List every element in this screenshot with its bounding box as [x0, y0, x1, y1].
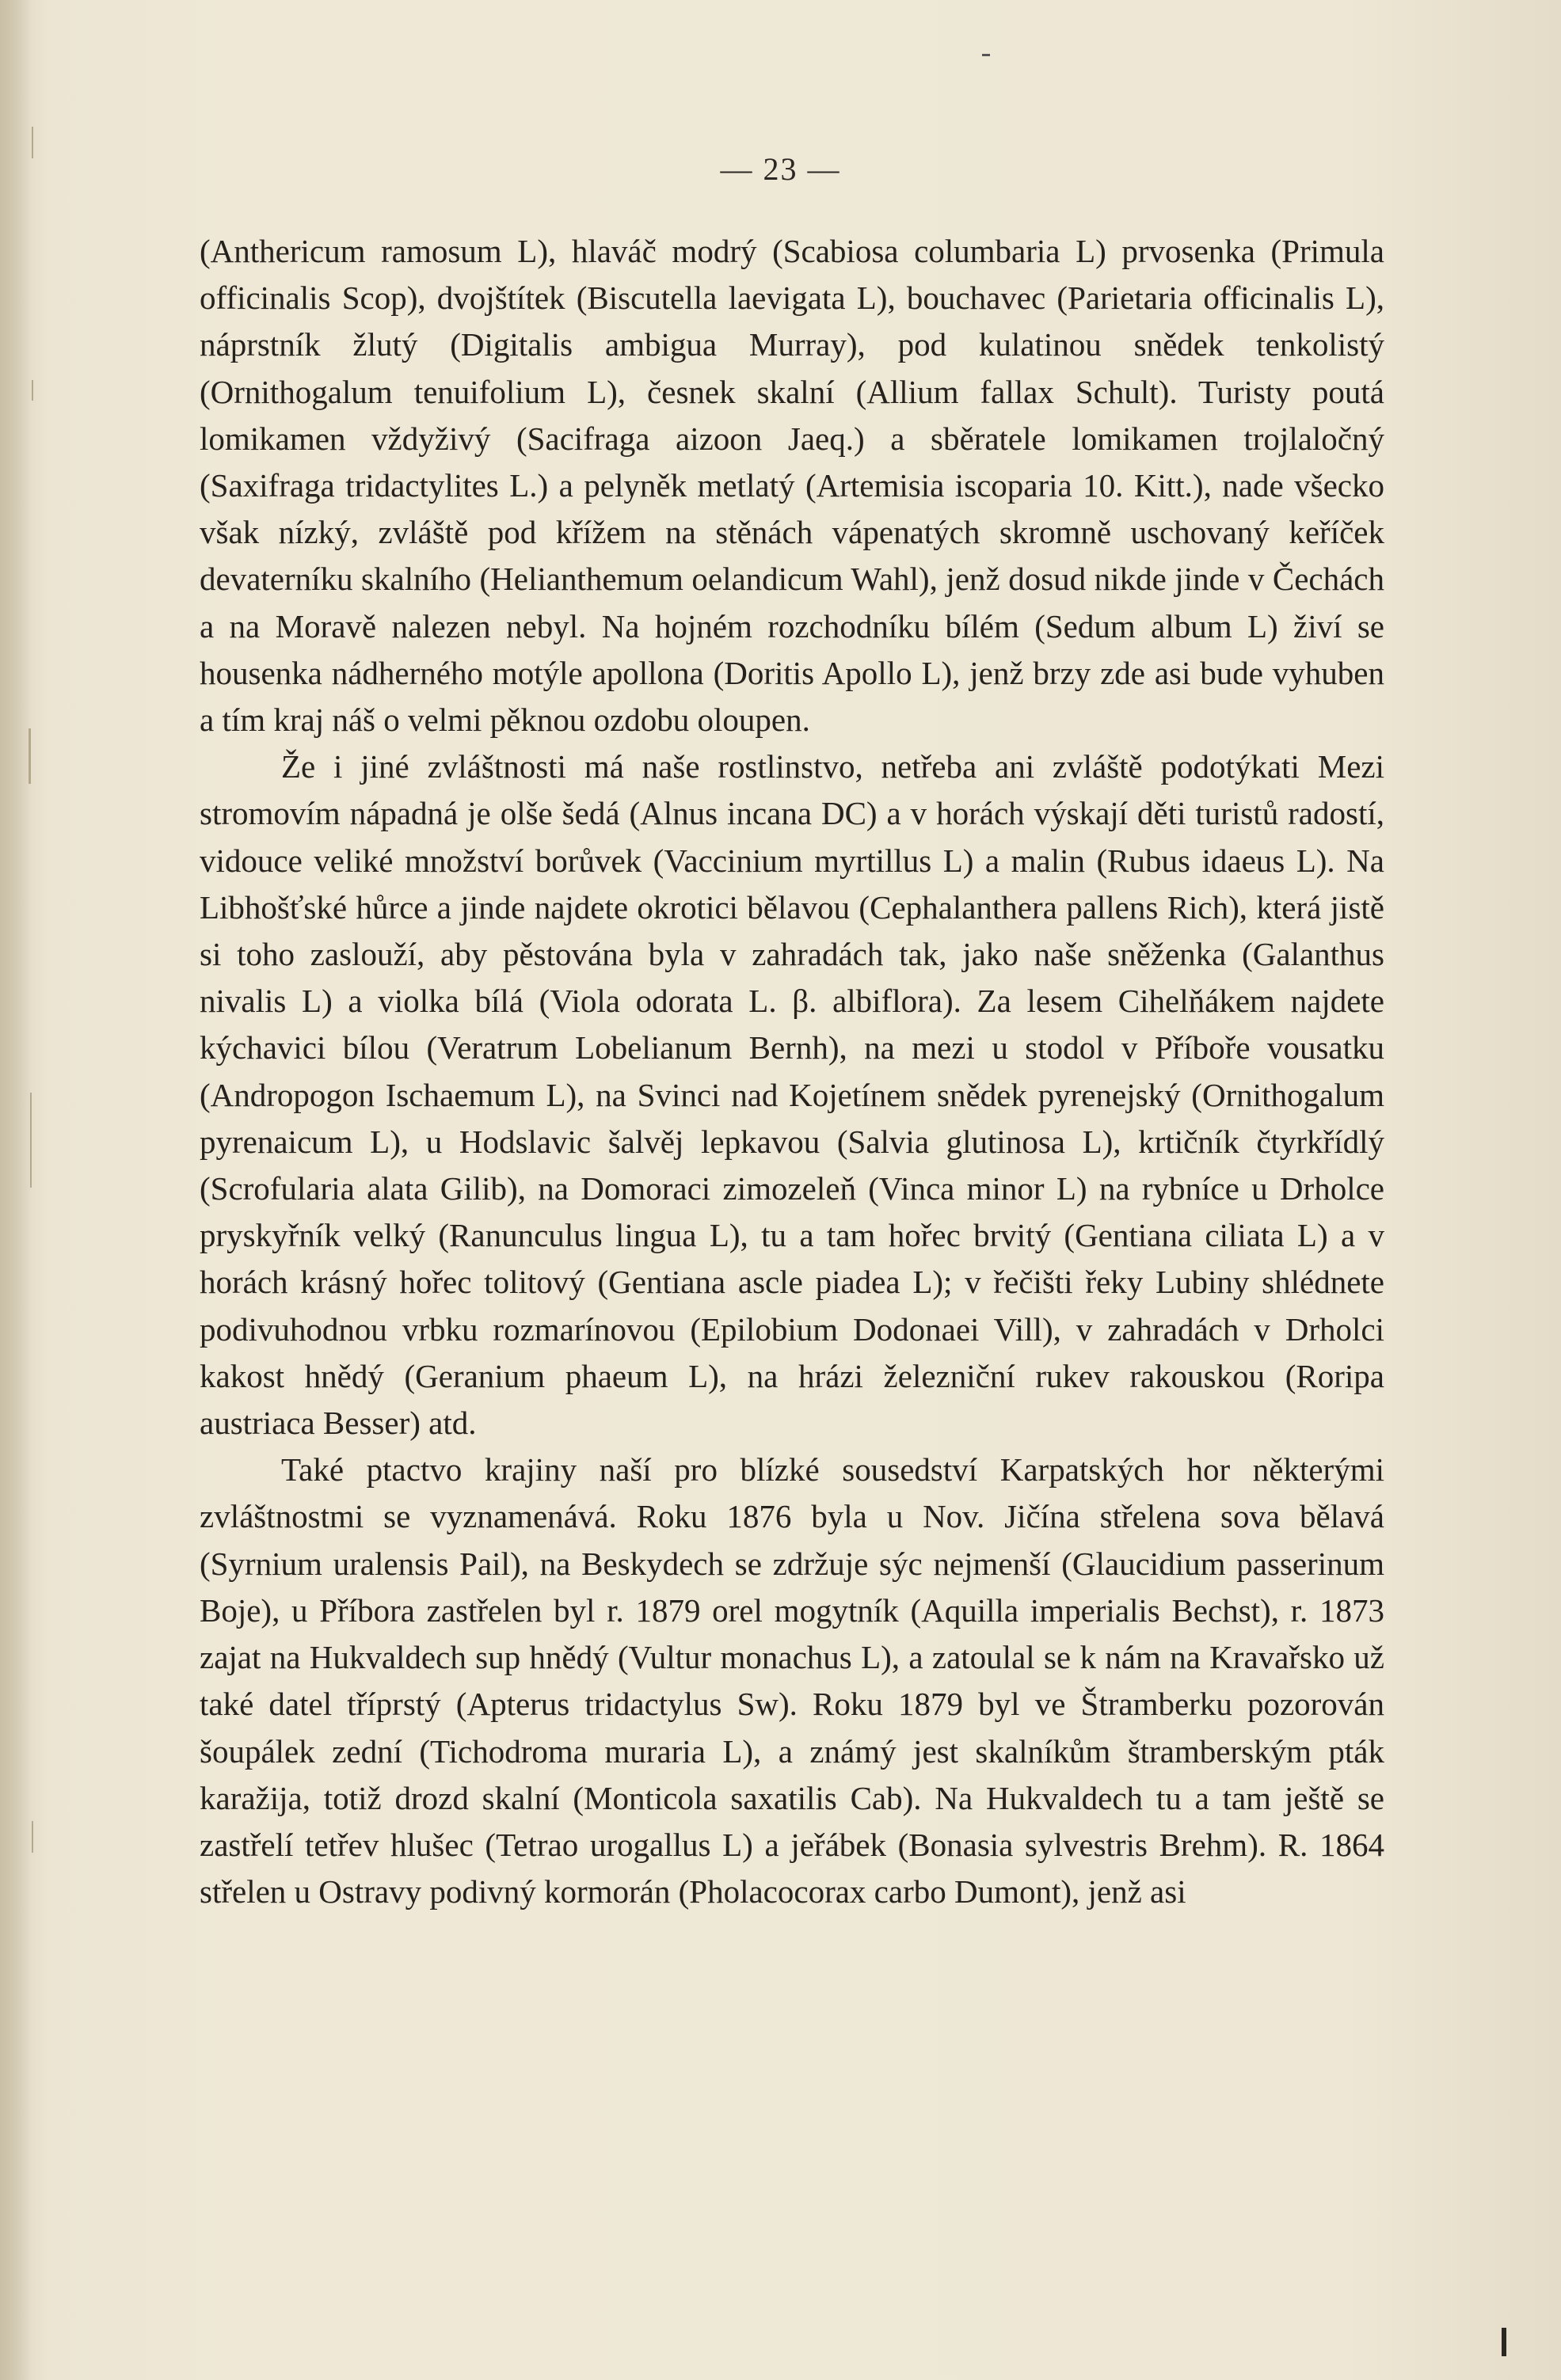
margin-mark	[32, 1821, 33, 1853]
end-mark	[1502, 2328, 1506, 2356]
margin-mark	[29, 728, 31, 784]
top-mark	[982, 54, 990, 56]
body-text	[200, 228, 1384, 1915]
paragraph: Že i jiné zvláštnosti má naše rostlinstvo, netřeba ani zvláště podotýkati Mezi stromovím nápadná je olše šedá (Alnus incana DC) a v horách výskají děti turistů radostí, vidouce veliké množství borůvek (Vaccinium myrtillus L) a malin (Rubus idaeus L). Na Libhošťské hůrce a jinde najdete okrotici bělavou (Cephalanthera pallens Rich), která jistě si toho zaslouží, aby pěstována byla v zahradách tak, jako naše sněženka (Galanthus nivalis L) a violka bílá (Viola odorata L. β. albiflora). Za lesem Cihelňákem najdete kýchavici bílou (Veratrum Lobelianum Bernh), na mezi u stodol v Příboře vousatku (Andropogon Ischaemum L), na Svinci nad Kojetínem snědek pyrenejský (Ornithogalum pyrenaicum L), u Hodslavic šalvěj lepkavou (Salvia glutinosa L), krtičník čtyrkřídlý (Scrofularia alata Gilib), na Domoraci zimozeleň (Vinca minor L) na rybníce u Drholce pryskyřník velký (Ranunculus lingua L), tu a tam hořec brvitý (Gentiana ciliata L) a v horách krásný hořec tolitový (Gentiana ascle piadea L); v řečišti řeky Lubiny shlédnete podivuhodnou vrbku rozmarínovou (Epilobium Dodonaei Vill), v zahradách v Drholci kakost hnědý (Geranium phaeum L), na hrázi železniční rukev rakouskou (Roripa austriaca Besser) atd.	[200, 748, 1384, 1442]
binding-shadow	[0, 0, 32, 2380]
page-number: — 23 —	[720, 151, 841, 187]
paragraph: (Anthericum ramosum L), hlaváč modrý (Scabiosa columbaria L) prvosenka (Primula officinalis Scop), dvojštítek (Biscutella laevigata L), bouchavec (Parietaria officinalis L), náprstník žlutý (Digitalis ambigua Murray), pod kulatinou snědek tenkolistý (Ornithogalum tenuifolium L), česnek skalní (Allium fallax Schult). Turisty poutá lomikamen vždyživý (Sacifraga aizoon Jaeq.) a sběratele lomikamen trojlaločný (Saxifraga tridactylites L.) a pelyněk metlatý (Artemisia iscoparia 10. Kitt.), nade všecko však nízký, zvláště pod křížem na stěnách vápenatých skromně uschovaný keříček devaterníku skalního (Helianthemum oelandicum Wahl), jenž dosud nikde jinde v Čechách a na Moravě nalezen nebyl. Na hojném rozchodníku bílém (Sedum album L) živí se housenka nádherného motýle apollona (Doritis Apollo L), jenž brzy zde asi bude vyhuben a tím kraj náš o velmi pěknou ozdobu oloupen.	[200, 233, 1384, 739]
margin-mark	[32, 380, 33, 401]
paragraph: Také ptactvo krajiny naší pro blízké sousedství Karpatských hor některými zvláštnostmi se vyznamenává. Roku 1876 byla u Nov. Jičína střelena sova bělavá (Syrnium uralensis Pail), na Beskydech se zdržuje sýc nejmenší (Glaucidium passerinum Boje), u Příbora zastřelen byl r. 1879 orel mogytník (Aquilla imperialis Bechst), r. 1873 zajat na Hukvaldech sup hnědý (Vultur monachus L), a zatoulal se k nám na Kravařsko už také datel tříprstý (Apterus tridactylus Sw). Roku 1879 byl ve Štramberku pozorován šoupálek zední (Tichodroma muraria L), a známý jest skalníkům štramberským pták karažija, totiž drozd skalní (Monticola saxatilis Cab). Na Hukvaldech tu a tam ještě se zastřelí tetřev hlušec (Tetrao urogallus L) a jeřábek (Bonasia sylvestris Brehm). R. 1864 střelen u Ostravy podivný kormorán (Pholacocorax carbo Dumont), jenž asi	[200, 1451, 1384, 1910]
margin-mark	[30, 1093, 32, 1188]
